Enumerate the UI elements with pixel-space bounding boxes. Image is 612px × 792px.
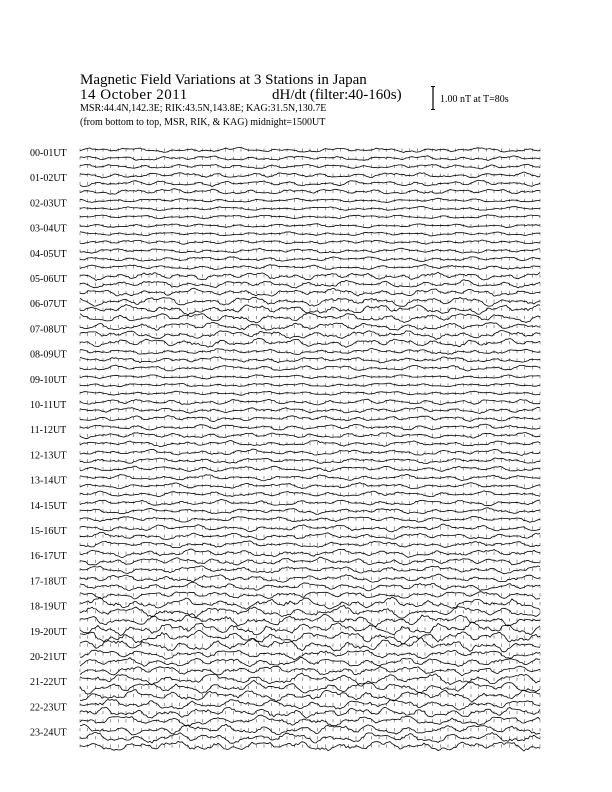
trace-01-02UT-KAG xyxy=(80,172,540,178)
hour-label-18-19UT: 18-19UT xyxy=(30,601,67,613)
trace-09-10UT-RIK xyxy=(80,383,540,387)
trace-22-23UT-RIK xyxy=(80,707,540,718)
trace-07-08UT-MSR xyxy=(80,338,540,347)
hour-label-14-15UT: 14-15UT xyxy=(30,500,67,512)
trace-11-12UT-KAG xyxy=(80,424,540,430)
minute-ticks-03-04UT-RIK xyxy=(80,232,540,235)
trace-12-13UT-KAG xyxy=(80,449,540,455)
minute-ticks-20-21UT-RIK xyxy=(80,661,540,664)
chart-quantity: dH/dt (filter:40-160s) xyxy=(272,87,402,103)
minute-ticks-00-01UT-MSR xyxy=(80,165,540,168)
minute-ticks-12-13UT-RIK xyxy=(80,459,540,462)
hour-label-11-12UT: 11-12UT xyxy=(30,425,67,437)
minute-ticks-18-19UT-KAG xyxy=(80,602,540,605)
trace-19-20UT-RIK xyxy=(80,630,540,644)
trace-13-14UT-RIK xyxy=(80,483,540,489)
minute-ticks-07-08UT-MSR xyxy=(80,341,540,344)
trace-01-02UT-RIK xyxy=(80,180,540,186)
hour-label-08-09UT: 08-09UT xyxy=(30,349,67,361)
trace-17-18UT-RIK xyxy=(80,582,540,591)
minute-ticks-13-14UT-KAG xyxy=(80,476,540,479)
minute-ticks-12-13UT-MSR xyxy=(80,467,540,470)
minute-ticks-19-20UT-KAG xyxy=(80,627,540,630)
trace-18-19UT-RIK xyxy=(80,605,540,618)
trace-22-23UT-KAG xyxy=(80,699,540,710)
minute-ticks-22-23UT-MSR xyxy=(80,719,540,722)
minute-ticks-00-01UT-RIK xyxy=(80,157,540,160)
minute-ticks-15-16UT-RIK xyxy=(80,535,540,538)
minute-ticks-06-07UT-RIK xyxy=(80,308,540,311)
minute-ticks-16-17UT-RIK xyxy=(80,560,540,563)
trace-10-11UT-MSR xyxy=(80,416,540,422)
trace-18-19UT-KAG xyxy=(80,597,540,610)
minute-ticks-09-10UT-RIK xyxy=(80,383,540,386)
trace-03-04UT-RIK xyxy=(80,232,540,236)
trace-13-14UT-MSR xyxy=(80,491,540,497)
hour-label-15-16UT: 15-16UT xyxy=(30,526,67,537)
station-order-note: (from bottom to top, MSR, RIK, & KAG) midnight=1500UT xyxy=(80,117,326,128)
minute-ticks-16-17UT-KAG xyxy=(80,552,540,555)
minute-ticks-05-06UT-KAG xyxy=(80,274,540,277)
scale-bar-icon xyxy=(430,86,436,110)
trace-22-23UT-MSR xyxy=(80,715,540,726)
minute-ticks-18-19UT-MSR xyxy=(80,618,540,621)
minute-ticks-04-05UT-RIK xyxy=(80,257,540,260)
trace-01-02UT-MSR xyxy=(80,189,540,195)
minute-ticks-09-10UT-MSR xyxy=(80,392,540,395)
minute-ticks-08-09UT-KAG xyxy=(80,350,540,353)
minute-ticks-02-03UT-RIK xyxy=(80,207,540,210)
trace-15-16UT-KAG xyxy=(80,524,540,532)
trace-23-24UT-MSR xyxy=(80,741,540,751)
minute-ticks-16-17UT-MSR xyxy=(80,568,540,571)
hour-label-13-14UT: 13-14UT xyxy=(30,475,67,487)
trace-09-10UT-MSR xyxy=(80,391,540,395)
hour-label-21-22UT: 21-22UT xyxy=(30,677,67,689)
minute-ticks-06-07UT-KAG xyxy=(80,300,540,303)
trace-11-12UT-RIK xyxy=(80,433,540,439)
trace-10-11UT-KAG xyxy=(80,399,540,405)
minute-ticks-08-09UT-RIK xyxy=(80,358,540,361)
trace-15-16UT-RIK xyxy=(80,532,540,540)
minute-ticks-07-08UT-KAG xyxy=(80,325,540,328)
minute-ticks-14-15UT-RIK xyxy=(80,509,540,512)
minute-ticks-22-23UT-RIK xyxy=(80,711,540,714)
trace-00-01UT-MSR xyxy=(80,164,540,169)
station-coordinates: MSR:44.4N,142.3E; RIK:43.5N,143.8E; KAG:31.5N,130.7E xyxy=(80,103,327,114)
hour-label-12-13UT: 12-13UT xyxy=(30,450,67,462)
minute-ticks-20-21UT-KAG xyxy=(80,652,540,655)
trace-20-21UT-MSR xyxy=(80,666,540,676)
hour-label-16-17UT: 16-17UT xyxy=(30,551,67,563)
minute-ticks-03-04UT-KAG xyxy=(80,224,540,227)
minute-ticks-17-18UT-RIK xyxy=(80,585,540,588)
chart-title: Magnetic Field Variations at 3 Stations in Japan xyxy=(80,72,367,88)
hour-label-17-18UT: 17-18UT xyxy=(30,576,67,588)
minute-ticks-23-24UT-RIK xyxy=(80,736,540,739)
minute-ticks-11-12UT-KAG xyxy=(80,426,540,429)
trace-17-18UT-KAG xyxy=(80,574,540,582)
trace-16-17UT-KAG xyxy=(80,549,540,558)
minute-ticks-17-18UT-MSR xyxy=(80,593,540,596)
hour-label-09-10UT: 09-10UT xyxy=(30,374,67,386)
minute-ticks-17-18UT-KAG xyxy=(80,577,540,580)
trace-02-03UT-KAG xyxy=(80,198,540,202)
trace-21-22UT-RIK xyxy=(80,680,540,694)
trace-21-22UT-MSR xyxy=(80,690,540,703)
minute-ticks-07-08UT-RIK xyxy=(80,333,540,336)
minute-ticks-21-22UT-RIK xyxy=(80,686,540,689)
chart-date: 14 October 2011 xyxy=(80,87,188,103)
minute-ticks-04-05UT-KAG xyxy=(80,249,540,252)
trace-06-07UT-MSR xyxy=(80,313,540,323)
trace-16-17UT-RIK xyxy=(80,557,540,565)
hour-label-00-01UT: 00-01UT xyxy=(30,148,67,159)
trace-00-01UT-KAG xyxy=(80,147,540,152)
hour-label-23-24UT: 23-24UT xyxy=(30,727,67,739)
minute-ticks-13-14UT-RIK xyxy=(80,484,540,487)
minute-ticks-13-14UT-MSR xyxy=(80,492,540,495)
minute-ticks-21-22UT-MSR xyxy=(80,694,540,697)
hour-label-06-07UT: 06-07UT xyxy=(30,299,67,311)
minute-ticks-09-10UT-KAG xyxy=(80,375,540,378)
minute-ticks-01-02UT-MSR xyxy=(80,190,540,193)
trace-12-13UT-MSR xyxy=(80,466,540,471)
minute-ticks-15-16UT-MSR xyxy=(80,543,540,546)
trace-06-07UT-RIK xyxy=(80,305,540,315)
hour-label-03-04UT: 03-04UT xyxy=(30,223,67,235)
trace-19-20UT-KAG xyxy=(80,622,540,635)
minute-ticks-10-11UT-MSR xyxy=(80,417,540,420)
trace-16-17UT-MSR xyxy=(80,566,540,574)
hour-label-20-21UT: 20-21UT xyxy=(30,652,67,663)
hour-label-01-02UT: 01-02UT xyxy=(30,173,67,185)
trace-08-09UT-MSR xyxy=(80,365,540,371)
minute-ticks-01-02UT-RIK xyxy=(80,182,540,185)
trace-08-09UT-KAG xyxy=(80,349,540,355)
trace-15-16UT-MSR xyxy=(80,541,540,548)
minute-ticks-20-21UT-MSR xyxy=(80,669,540,672)
trace-18-19UT-MSR xyxy=(80,614,540,627)
minute-ticks-11-12UT-RIK xyxy=(80,434,540,437)
minute-ticks-03-04UT-MSR xyxy=(80,240,540,243)
trace-05-06UT-RIK xyxy=(80,280,540,288)
trace-14-15UT-MSR xyxy=(80,516,540,522)
minute-ticks-05-06UT-MSR xyxy=(80,291,540,294)
trace-11-12UT-MSR xyxy=(80,441,540,447)
trace-02-03UT-RIK xyxy=(80,207,540,211)
hour-label-22-23UT: 22-23UT xyxy=(30,702,67,714)
hour-label-02-03UT: 02-03UT xyxy=(30,198,67,210)
trace-17-18UT-MSR xyxy=(80,592,540,599)
minute-ticks-23-24UT-KAG xyxy=(80,728,540,731)
trace-09-10UT-KAG xyxy=(80,375,540,379)
trace-07-08UT-KAG xyxy=(80,322,540,330)
trace-00-01UT-RIK xyxy=(80,156,540,161)
minute-ticks-06-07UT-MSR xyxy=(80,316,540,319)
trace-20-21UT-RIK xyxy=(80,657,540,666)
trace-05-06UT-KAG xyxy=(80,272,540,280)
minute-ticks-19-20UT-RIK xyxy=(80,635,540,638)
trace-13-14UT-KAG xyxy=(80,474,540,481)
minute-ticks-23-24UT-MSR xyxy=(80,744,540,747)
trace-03-04UT-KAG xyxy=(80,224,540,228)
minute-ticks-02-03UT-KAG xyxy=(80,199,540,202)
minute-ticks-00-01UT-KAG xyxy=(80,148,540,151)
trace-04-05UT-RIK xyxy=(80,257,540,262)
scale-label: 1.00 nT at T=80s xyxy=(440,94,509,105)
trace-21-22UT-KAG xyxy=(80,673,540,685)
hour-label-19-20UT: 19-20UT xyxy=(30,626,67,638)
hour-label-07-08UT: 07-08UT xyxy=(30,324,67,336)
minute-ticks-11-12UT-MSR xyxy=(80,442,540,445)
trace-03-04UT-MSR xyxy=(80,240,540,244)
trace-07-08UT-RIK xyxy=(80,331,540,340)
minute-ticks-01-02UT-KAG xyxy=(80,174,540,177)
minute-ticks-02-03UT-MSR xyxy=(80,215,540,218)
trace-04-05UT-KAG xyxy=(80,248,540,253)
minute-ticks-05-06UT-RIK xyxy=(80,283,540,286)
minute-ticks-19-20UT-MSR xyxy=(80,644,540,647)
trace-14-15UT-RIK xyxy=(80,508,540,515)
trace-06-07UT-KAG xyxy=(80,297,540,306)
hour-label-04-05UT: 04-05UT xyxy=(30,248,67,260)
minute-ticks-14-15UT-KAG xyxy=(80,501,540,504)
trace-14-15UT-KAG xyxy=(80,500,540,506)
minute-ticks-18-19UT-RIK xyxy=(80,610,540,613)
minute-ticks-04-05UT-MSR xyxy=(80,266,540,269)
trace-12-13UT-RIK xyxy=(80,458,540,464)
minute-ticks-15-16UT-KAG xyxy=(80,526,540,529)
trace-10-11UT-RIK xyxy=(80,407,540,413)
trace-23-24UT-RIK xyxy=(80,732,540,743)
hour-label-10-11UT: 10-11UT xyxy=(30,400,67,411)
trace-19-20UT-MSR xyxy=(80,638,540,652)
minute-ticks-21-22UT-KAG xyxy=(80,678,540,681)
minute-ticks-10-11UT-KAG xyxy=(80,400,540,403)
trace-04-05UT-MSR xyxy=(80,265,540,270)
minute-ticks-14-15UT-MSR xyxy=(80,518,540,521)
trace-23-24UT-KAG xyxy=(80,724,540,735)
trace-05-06UT-MSR xyxy=(80,288,540,296)
hour-label-05-06UT: 05-06UT xyxy=(30,274,67,285)
minute-ticks-22-23UT-KAG xyxy=(80,703,540,706)
minute-ticks-10-11UT-RIK xyxy=(80,409,540,412)
trace-20-21UT-KAG xyxy=(80,650,540,660)
trace-08-09UT-RIK xyxy=(80,357,540,363)
minute-ticks-12-13UT-KAG xyxy=(80,451,540,454)
minute-ticks-08-09UT-MSR xyxy=(80,366,540,369)
trace-02-03UT-MSR xyxy=(80,215,540,219)
